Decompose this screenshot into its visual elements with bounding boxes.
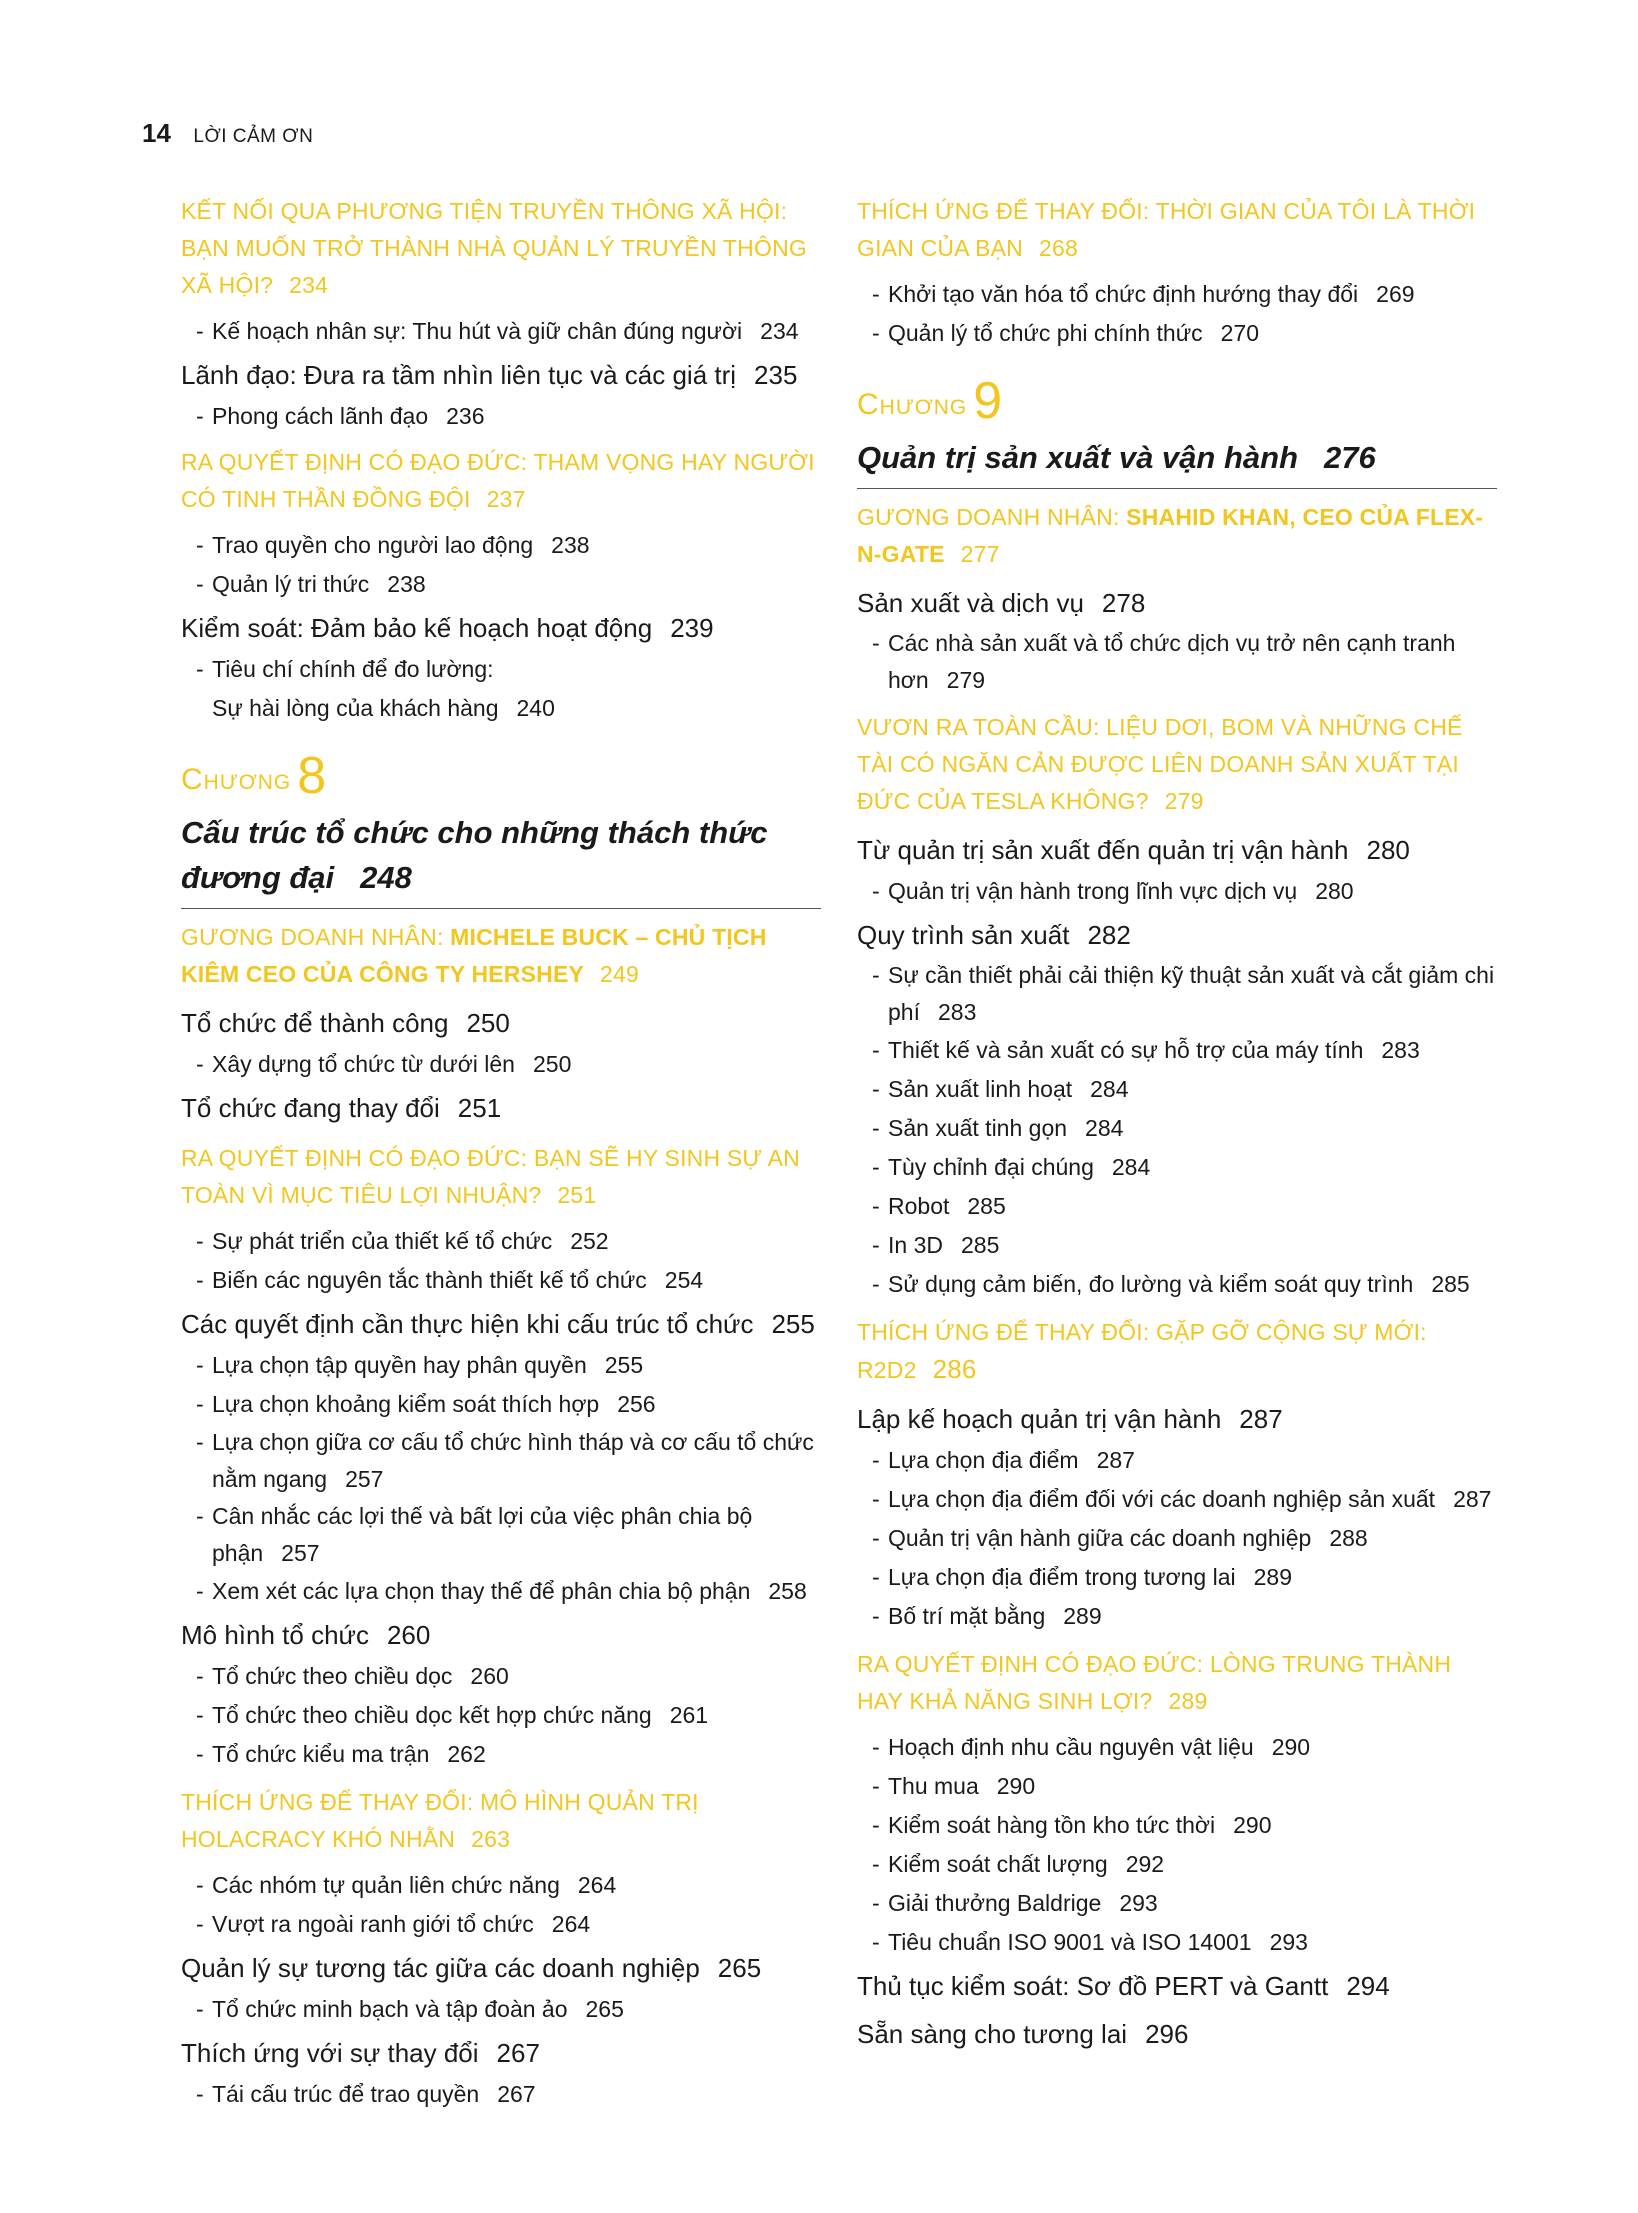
chapter-heading <box>857 371 1497 489</box>
toc-section[interactable]: Từ quản trị sản xuất đến quản trị vận hành 280 <box>857 835 1410 865</box>
toc-subsection[interactable]: - Các nhóm tự quản liên chức năng 264 <box>181 1866 821 1905</box>
toc-subsection[interactable]: - Thu mua 290 <box>857 1767 1497 1806</box>
toc-page-number: 248 <box>360 860 412 895</box>
toc-section[interactable]: Tổ chức đang thay đổi 251 <box>181 1093 502 1123</box>
toc-subsection[interactable]: - Cân nhắc các lợi thế và bất lợi của việc phân chia bộ phận 257 <box>181 1498 821 1572</box>
toc-page-number: 236 <box>446 403 485 429</box>
toc-section[interactable]: Lãnh đạo: Đưa ra tầm nhìn liên tục và các giá trị 235 <box>181 360 798 390</box>
toc-column-right <box>857 193 1497 2056</box>
toc-subsection[interactable]: - Thiết kế và sản xuất có sự hỗ trợ của máy tính 283 <box>857 1031 1497 1070</box>
toc-page-number: 283 <box>1381 1037 1420 1063</box>
toc-page-number: 258 <box>768 1578 807 1604</box>
toc-subsection[interactable]: - Tái cấu trúc để trao quyền 267 <box>181 2075 821 2114</box>
toc-feature[interactable]: GƯƠNG DOANH NHÂN: SHAHID KHAN, CEO CỦA FLEX-N-GATE 277 <box>857 504 1484 567</box>
toc-section[interactable]: Thích ứng với sự thay đổi 267 <box>181 2038 540 2068</box>
chapter-title[interactable]: Quản trị sản xuất và vận hành 276 <box>857 435 1497 489</box>
toc-page-number: 294 <box>1346 1971 1390 2001</box>
toc-subsection[interactable]: - Lựa chọn địa điểm đối với các doanh nghiệp sản xuất 287 <box>857 1480 1497 1519</box>
toc-page-number: 279 <box>946 667 986 693</box>
toc-page-number: 249 <box>600 961 640 987</box>
toc-page-number: 262 <box>447 1741 486 1767</box>
toc-page-number: 239 <box>670 613 714 643</box>
chapter-heading <box>181 746 821 909</box>
toc-page-number: 279 <box>1164 788 1204 814</box>
toc-subsection[interactable]: - Tổ chức theo chiều dọc kết hợp chức năng 261 <box>181 1696 821 1735</box>
toc-section[interactable]: Mô hình tổ chức 260 <box>181 1620 431 1650</box>
toc-feature[interactable]: KẾT NỐI QUA PHƯƠNG TIỆN TRUYỀN THÔNG XÃ HỘI: BẠN MUỐN TRỞ THÀNH NHÀ QUẢN LÝ TRUYỀN THÔNG XÃ HỘI? 234 <box>181 198 807 298</box>
toc-page-number: 251 <box>457 1093 502 1123</box>
toc-page-number: 264 <box>551 1911 591 1937</box>
toc-page-number: 286 <box>932 1354 977 1384</box>
toc-feature[interactable]: THÍCH ỨNG ĐỂ THAY ĐỔI: MÔ HÌNH QUẢN TRỊ HOLACRACY KHÓ NHẰN 263 <box>181 1789 699 1852</box>
toc-subsection[interactable]: - Robot 285 <box>857 1187 1497 1226</box>
toc-page-number: 288 <box>1329 1525 1368 1551</box>
toc-section[interactable]: Kiểm soát: Đảm bảo kế hoạch hoạt động 239 <box>181 613 714 643</box>
toc-subsection[interactable]: - Lựa chọn tập quyền hay phân quyền 255 <box>181 1346 821 1385</box>
toc-page-number: 282 <box>1087 920 1131 950</box>
toc-page-number: 285 <box>967 1193 1006 1219</box>
toc-page-number: 240 <box>516 695 555 721</box>
toc-page-number: 250 <box>532 1051 572 1077</box>
toc-subsection[interactable]: - Sự cần thiết phải cải thiện kỹ thuật sản xuất và cắt giảm chi phí 283 <box>857 957 1497 1031</box>
chapter-label: Chương 8 <box>181 747 327 805</box>
toc-subsection[interactable]: - Kế hoạch nhân sự: Thu hút và giữ chân đúng người 234 <box>181 312 821 351</box>
toc-section[interactable]: Tổ chức để thành công 250 <box>181 1008 510 1038</box>
toc-page-number: 290 <box>1233 1812 1272 1838</box>
toc-page-number: 290 <box>1271 1734 1311 1760</box>
toc-subsection[interactable]: - Trao quyền cho người lao động 238 <box>181 526 821 565</box>
chapter-number: 9 <box>973 372 1003 430</box>
toc-subsection[interactable]: - Tiêu chuẩn ISO 9001 và ISO 14001 293 <box>857 1923 1497 1962</box>
toc-page-number: 293 <box>1119 1890 1158 1916</box>
toc-page-number: 252 <box>570 1228 609 1254</box>
toc-subsection[interactable]: - Sản xuất linh hoạt 284 <box>857 1070 1497 1109</box>
toc-page-number: 251 <box>557 1182 597 1208</box>
toc-page-number: 268 <box>1039 235 1078 261</box>
toc-page-number: 255 <box>604 1352 644 1378</box>
toc-subsection[interactable]: - Quản trị vận hành trong lĩnh vực dịch vụ 280 <box>857 872 1497 911</box>
toc-subsection[interactable]: - Quản lý tri thức 238 <box>181 565 821 604</box>
toc-subsection[interactable]: - Xây dựng tổ chức từ dưới lên 250 <box>181 1045 821 1084</box>
toc-subsection[interactable]: - Phong cách lãnh đạo 236 <box>181 397 821 436</box>
toc-feature[interactable]: RA QUYẾT ĐỊNH CÓ ĐẠO ĐỨC: BẠN SẼ HY SINH SỰ AN TOÀN VÌ MỤC TIÊU LỢI NHUẬN? 251 <box>181 1145 800 1208</box>
toc-subsection[interactable]: - Tổ chức kiểu ma trận 262 <box>181 1735 821 1774</box>
toc-page-number: 263 <box>471 1826 511 1852</box>
toc-page-number: 280 <box>1366 835 1410 865</box>
toc-feature[interactable]: VƯƠN RA TOÀN CẦU: LIỆU DƠI, BOM VÀ NHỮNG CHẾ TÀI CÓ NGĂN CẢN ĐƯỢC LIÊN DOANH SẢN XUẤT TẠI ĐỨC CỦA TESLA KHÔNG? 279 <box>857 714 1463 814</box>
toc-subsection[interactable]: - Sử dụng cảm biến, đo lường và kiểm soát quy trình 285 <box>857 1265 1497 1304</box>
toc-section[interactable]: Sẵn sàng cho tương lai 296 <box>857 2019 1189 2049</box>
toc-feature[interactable]: RA QUYẾT ĐỊNH CÓ ĐẠO ĐỨC: LÒNG TRUNG THÀNH HAY KHẢ NĂNG SINH LỢI? 289 <box>857 1651 1452 1714</box>
toc-page-number: 267 <box>496 2038 540 2068</box>
toc-page-number: 260 <box>470 1663 509 1689</box>
toc-page-number: 265 <box>717 1953 762 1983</box>
toc-page-number: 235 <box>754 360 798 390</box>
toc-page-number: 289 <box>1168 1688 1208 1714</box>
toc-page-number: 257 <box>281 1540 320 1566</box>
toc-column-left <box>181 193 821 2114</box>
toc-subsection[interactable]: - Tổ chức theo chiều dọc 260 <box>181 1657 821 1696</box>
toc-section[interactable]: Quy trình sản xuất 282 <box>857 920 1131 950</box>
toc-page-number: 257 <box>345 1466 384 1492</box>
toc-page-number: 278 <box>1101 588 1146 618</box>
toc-subsection[interactable]: - Tổ chức minh bạch và tập đoàn ảo 265 <box>181 1990 821 2029</box>
toc-page-number: 284 <box>1090 1076 1129 1102</box>
chapter-title[interactable]: Cấu trúc tổ chức cho những thách thức đương đại 248 <box>181 810 821 909</box>
toc-subsection[interactable]: - Biến các nguyên tắc thành thiết kế tổ chức 254 <box>181 1261 821 1300</box>
toc-page-number: 238 <box>551 532 590 558</box>
toc-feature[interactable]: RA QUYẾT ĐỊNH CÓ ĐẠO ĐỨC: THAM VỌNG HAY NGƯỜI CÓ TINH THẦN ĐỒNG ĐỘI 237 <box>181 449 815 512</box>
toc-subsection[interactable]: - In 3D 285 <box>857 1226 1497 1265</box>
toc-page-number: 265 <box>585 1996 624 2022</box>
toc-page-number: 292 <box>1125 1851 1165 1877</box>
toc-feature[interactable]: THÍCH ỨNG ĐỂ THAY ĐỔI: GẶP GỠ CỘNG SỰ MỚI: R2D2 286 <box>857 1319 1427 1384</box>
toc-page-number: 285 <box>960 1232 1000 1258</box>
page-number: 14 <box>142 118 171 148</box>
toc-section[interactable]: Thủ tục kiểm soát: Sơ đồ PERT và Gantt 294 <box>857 1971 1390 2001</box>
toc-subsection[interactable]: - Tiêu chí chính để đo lường: Sự hài lòng của khách hàng 240 <box>181 650 821 728</box>
toc-page-number: 289 <box>1253 1564 1293 1590</box>
toc-page-number: 234 <box>760 318 799 344</box>
toc-subsection[interactable]: - Bố trí mặt bằng 289 <box>857 1597 1497 1636</box>
toc-page-number: 260 <box>386 1620 431 1650</box>
toc-page-number: 255 <box>771 1309 815 1339</box>
toc-section[interactable]: Quản lý sự tương tác giữa các doanh nghiệp 265 <box>181 1953 762 1983</box>
toc-page-number: 270 <box>1220 320 1259 346</box>
toc-page-number: 290 <box>996 1773 1036 1799</box>
toc-page-number: 276 <box>1324 440 1376 475</box>
toc-section[interactable]: Sản xuất và dịch vụ 278 <box>857 588 1146 618</box>
toc-feature[interactable]: THÍCH ỨNG ĐỂ THAY ĐỔI: THỜI GIAN CỦA TÔI LÀ THỜI GIAN CỦA BẠN 268 <box>857 198 1476 261</box>
chapter-label: Chương 9 <box>857 372 1003 430</box>
chapter-number: 8 <box>297 747 327 805</box>
toc-page-number: 267 <box>497 2081 536 2107</box>
toc-page-number: 287 <box>1453 1486 1492 1512</box>
toc-section[interactable]: Các quyết định cần thực hiện khi cấu trúc tổ chức 255 <box>181 1309 815 1339</box>
running-title: LỜI CẢM ƠN <box>193 126 314 147</box>
toc-page-number: 284 <box>1111 1154 1151 1180</box>
toc-page-number: 287 <box>1239 1404 1283 1434</box>
toc-page-number: 250 <box>466 1008 510 1038</box>
toc-subsection[interactable]: - Giải thưởng Baldrige 293 <box>857 1884 1497 1923</box>
toc-subsection[interactable]: - Quản lý tổ chức phi chính thức 270 <box>857 314 1497 353</box>
toc-subsection[interactable]: - Sản xuất tinh gọn 284 <box>857 1109 1497 1148</box>
running-header <box>142 118 313 149</box>
toc-page-number: 287 <box>1096 1447 1135 1473</box>
toc-page-number: 293 <box>1269 1929 1308 1955</box>
toc-page-number: 289 <box>1063 1603 1102 1629</box>
toc-page-number: 254 <box>664 1267 704 1293</box>
toc-page-number: 264 <box>577 1872 617 1898</box>
toc-page-number: 280 <box>1315 878 1354 904</box>
toc-subsection[interactable]: - Kiểm soát hàng tồn kho tức thời 290 <box>857 1806 1497 1845</box>
toc-section[interactable]: Lập kế hoạch quản trị vận hành 287 <box>857 1404 1283 1434</box>
toc-page-number: 261 <box>669 1702 709 1728</box>
toc-subsection[interactable]: - Các nhà sản xuất và tổ chức dịch vụ trở nên cạnh tranh hơn 279 <box>857 625 1497 699</box>
toc-page-number: 238 <box>387 571 426 597</box>
toc-subsection[interactable]: - Xem xét các lựa chọn thay thế để phân chia bộ phận 258 <box>181 1572 821 1611</box>
toc-subsection[interactable]: - Lựa chọn khoảng kiểm soát thích hợp 256 <box>181 1385 821 1424</box>
toc-subsection[interactable]: - Quản trị vận hành giữa các doanh nghiệp 288 <box>857 1519 1497 1558</box>
toc-subsection[interactable]: - Khởi tạo văn hóa tổ chức định hướng thay đổi 269 <box>857 275 1497 314</box>
toc-subsection[interactable]: - Sự phát triển của thiết kế tổ chức 252 <box>181 1222 821 1261</box>
toc-page-number: 234 <box>289 272 329 298</box>
toc-subsection[interactable]: - Kiểm soát chất lượng 292 <box>857 1845 1497 1884</box>
toc-subsection[interactable]: - Lựa chọn địa điểm trong tương lai 289 <box>857 1558 1497 1597</box>
toc-page-number: 296 <box>1145 2019 1189 2049</box>
toc-page-number: 256 <box>617 1391 656 1417</box>
toc-page-number: 269 <box>1376 281 1415 307</box>
toc-subsection[interactable]: - Lựa chọn giữa cơ cấu tổ chức hình tháp và cơ cấu tổ chức nằm ngang 257 <box>181 1424 821 1498</box>
toc-page-number: 284 <box>1085 1115 1124 1141</box>
toc-page-number: 285 <box>1431 1271 1470 1297</box>
toc-subsection[interactable]: - Vượt ra ngoài ranh giới tổ chức 264 <box>181 1905 821 1944</box>
toc-subsection[interactable]: - Lựa chọn địa điểm 287 <box>857 1441 1497 1480</box>
toc-page-number: 283 <box>937 999 977 1025</box>
toc-subsection[interactable]: - Tùy chỉnh đại chúng 284 <box>857 1148 1497 1187</box>
toc-page-number: 237 <box>486 486 526 512</box>
toc-page-number: 277 <box>960 541 1000 567</box>
toc-subsection[interactable]: - Hoạch định nhu cầu nguyên vật liệu 290 <box>857 1728 1497 1767</box>
toc-feature[interactable]: GƯƠNG DOANH NHÂN: MICHELE BUCK – CHỦ TỊCH KIÊM CEO CỦA CÔNG TY HERSHEY 249 <box>181 924 767 987</box>
